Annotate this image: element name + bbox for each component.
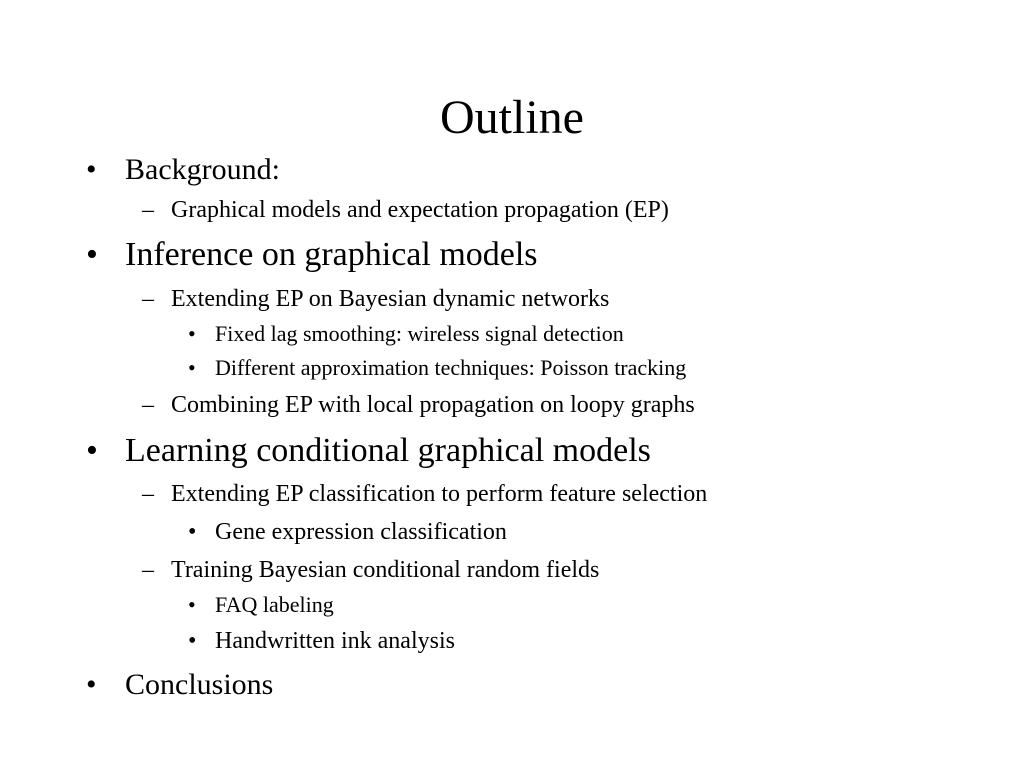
bullet-marker: • [188,519,197,545]
bullet-marker: • [188,592,196,617]
outline-subsubitem-faq-labeling: FAQ labeling [215,592,334,617]
bullet-marker: • [86,153,97,186]
outline-item-learning: Learning conditional graphical models [125,432,651,469]
outline-item-inference: Inference on graphical models [125,236,538,273]
bullet-marker: • [188,321,196,346]
outline-subsubitem-fixed-lag: Fixed lag smoothing: wireless signal detection [215,321,624,346]
outline-subitem-extending-ep-bayesian: Extending EP on Bayesian dynamic networks [171,286,610,312]
dash-marker: – [142,286,154,312]
bullet-marker: • [188,628,197,654]
outline-subsubitem-handwritten-ink: Handwritten ink analysis [215,628,455,654]
dash-marker: – [142,392,154,418]
outline-subitem-extending-ep-classification: Extending EP classification to perform feature selection [171,481,708,507]
bullet-marker: • [86,432,98,469]
outline-subitem-combining-ep: Combining EP with local propagation on loopy graphs [171,392,695,418]
dash-marker: – [142,557,154,583]
slide-title: Outline [440,91,584,144]
outline-subitem-training-bcrf: Training Bayesian conditional random fields [171,557,600,583]
bullet-marker: • [86,236,98,273]
outline-subsubitem-different-approx: Different approximation techniques: Poisson tracking [215,355,687,380]
dash-marker: – [142,481,154,507]
dash-marker: – [142,197,154,223]
outline-subitem-graphical-models-ep: Graphical models and expectation propagation (EP) [171,197,669,223]
bullet-marker: • [86,668,97,701]
outline-subsubitem-gene-expression: Gene expression classification [215,519,507,545]
outline-item-background: Background: [125,153,280,186]
bullet-marker: • [188,355,196,380]
outline-item-conclusions: Conclusions [125,668,274,701]
